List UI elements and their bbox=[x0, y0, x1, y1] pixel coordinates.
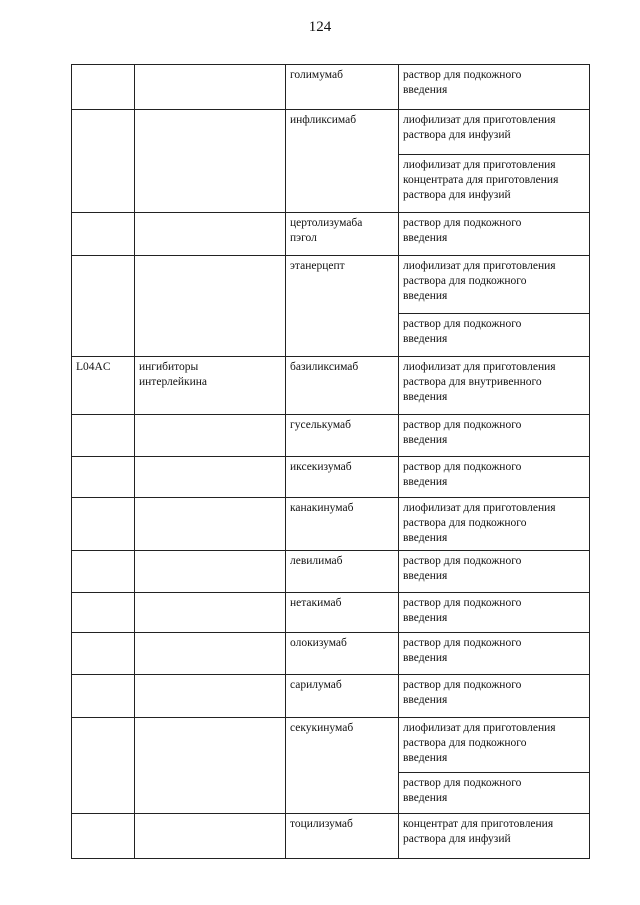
atc-code-cell bbox=[72, 110, 135, 213]
group-name-cell bbox=[135, 718, 286, 814]
table-row bbox=[72, 415, 590, 457]
dosage-form-cell: раствор для подкожного введения bbox=[399, 773, 590, 814]
drug-name-cell: голимумаб bbox=[286, 65, 399, 110]
dosage-form-cell: лиофилизат для приготовления раствора для внутривенного введения bbox=[399, 357, 590, 415]
atc-code-cell bbox=[72, 256, 135, 357]
drug-name-cell: олокизумаб bbox=[286, 633, 399, 675]
atc-code-cell bbox=[72, 65, 135, 110]
group-name-cell bbox=[135, 551, 286, 593]
drug-name-cell: секукинумаб bbox=[286, 718, 399, 814]
group-name-cell bbox=[135, 498, 286, 551]
dosage-form-cell: раствор для подкожного введения bbox=[399, 314, 590, 357]
group-name-cell bbox=[135, 675, 286, 718]
atc-code-cell bbox=[72, 213, 135, 256]
dosage-form-cell: раствор для подкожного введения bbox=[399, 213, 590, 256]
table-row bbox=[72, 110, 590, 155]
dosage-form-cell: лиофилизат для приготовления концентрата для приготовления раствора для инфузий bbox=[399, 155, 590, 213]
group-name-cell bbox=[135, 633, 286, 675]
dosage-form-cell: раствор для подкожного введения bbox=[399, 415, 590, 457]
table-row bbox=[72, 633, 590, 675]
table-row bbox=[72, 213, 590, 256]
atc-code-cell bbox=[72, 498, 135, 551]
drug-name-cell: тоцилизумаб bbox=[286, 814, 399, 859]
drug-name-cell: канакинумаб bbox=[286, 498, 399, 551]
atc-code-cell bbox=[72, 814, 135, 859]
table-row bbox=[72, 357, 590, 415]
dosage-form-cell: раствор для подкожного введения bbox=[399, 593, 590, 633]
atc-code-cell bbox=[72, 633, 135, 675]
dosage-form-cell: концентрат для приготовления раствора для инфузий bbox=[399, 814, 590, 859]
dosage-form-cell: лиофилизат для приготовления раствора для инфузий bbox=[399, 110, 590, 155]
table-row bbox=[72, 65, 590, 110]
group-name-cell bbox=[135, 213, 286, 256]
group-name-cell bbox=[135, 65, 286, 110]
atc-code-cell bbox=[72, 457, 135, 498]
drug-name-cell: инфликсимаб bbox=[286, 110, 399, 213]
drug-name-cell: цертолизумаба пэгол bbox=[286, 213, 399, 256]
dosage-form-cell: лиофилизат для приготовления раствора для подкожного введения bbox=[399, 256, 590, 314]
atc-code-cell bbox=[72, 415, 135, 457]
dosage-form-cell: раствор для подкожного введения bbox=[399, 457, 590, 498]
table-row bbox=[72, 718, 590, 773]
table-row bbox=[72, 593, 590, 633]
table-body bbox=[72, 65, 590, 859]
group-name-cell bbox=[135, 415, 286, 457]
dosage-form-cell: раствор для подкожного введения bbox=[399, 633, 590, 675]
dosage-form-cell: лиофилизат для приготовления раствора для подкожного введения bbox=[399, 498, 590, 551]
drug-table bbox=[71, 64, 590, 859]
table-row bbox=[72, 498, 590, 551]
dosage-form-cell: раствор для подкожного введения bbox=[399, 551, 590, 593]
atc-code-cell bbox=[72, 718, 135, 814]
drug-name-cell: гуселькумаб bbox=[286, 415, 399, 457]
table-row bbox=[72, 551, 590, 593]
table-row bbox=[72, 256, 590, 314]
group-name-cell bbox=[135, 457, 286, 498]
table-row bbox=[72, 814, 590, 859]
drug-name-cell: сарилумаб bbox=[286, 675, 399, 718]
drug-name-cell: этанерцепт bbox=[286, 256, 399, 357]
atc-code-cell: L04AC bbox=[72, 357, 135, 415]
dosage-form-cell: раствор для подкожного введения bbox=[399, 675, 590, 718]
drug-name-cell: иксекизумаб bbox=[286, 457, 399, 498]
group-name-cell: ингибиторы интерлейкина bbox=[135, 357, 286, 415]
table-row bbox=[72, 675, 590, 718]
table-row bbox=[72, 457, 590, 498]
dosage-form-cell: лиофилизат для приготовления раствора для подкожного введения bbox=[399, 718, 590, 773]
drug-name-cell: нетакимаб bbox=[286, 593, 399, 633]
group-name-cell bbox=[135, 593, 286, 633]
drug-name-cell: базиликсимаб bbox=[286, 357, 399, 415]
drug-name-cell: левилимаб bbox=[286, 551, 399, 593]
atc-code-cell bbox=[72, 675, 135, 718]
atc-code-cell bbox=[72, 593, 135, 633]
dosage-form-cell: раствор для подкожного введения bbox=[399, 65, 590, 110]
group-name-cell bbox=[135, 110, 286, 213]
group-name-cell bbox=[135, 814, 286, 859]
page-number: 124 bbox=[308, 19, 332, 35]
atc-code-cell bbox=[72, 551, 135, 593]
group-name-cell bbox=[135, 256, 286, 357]
